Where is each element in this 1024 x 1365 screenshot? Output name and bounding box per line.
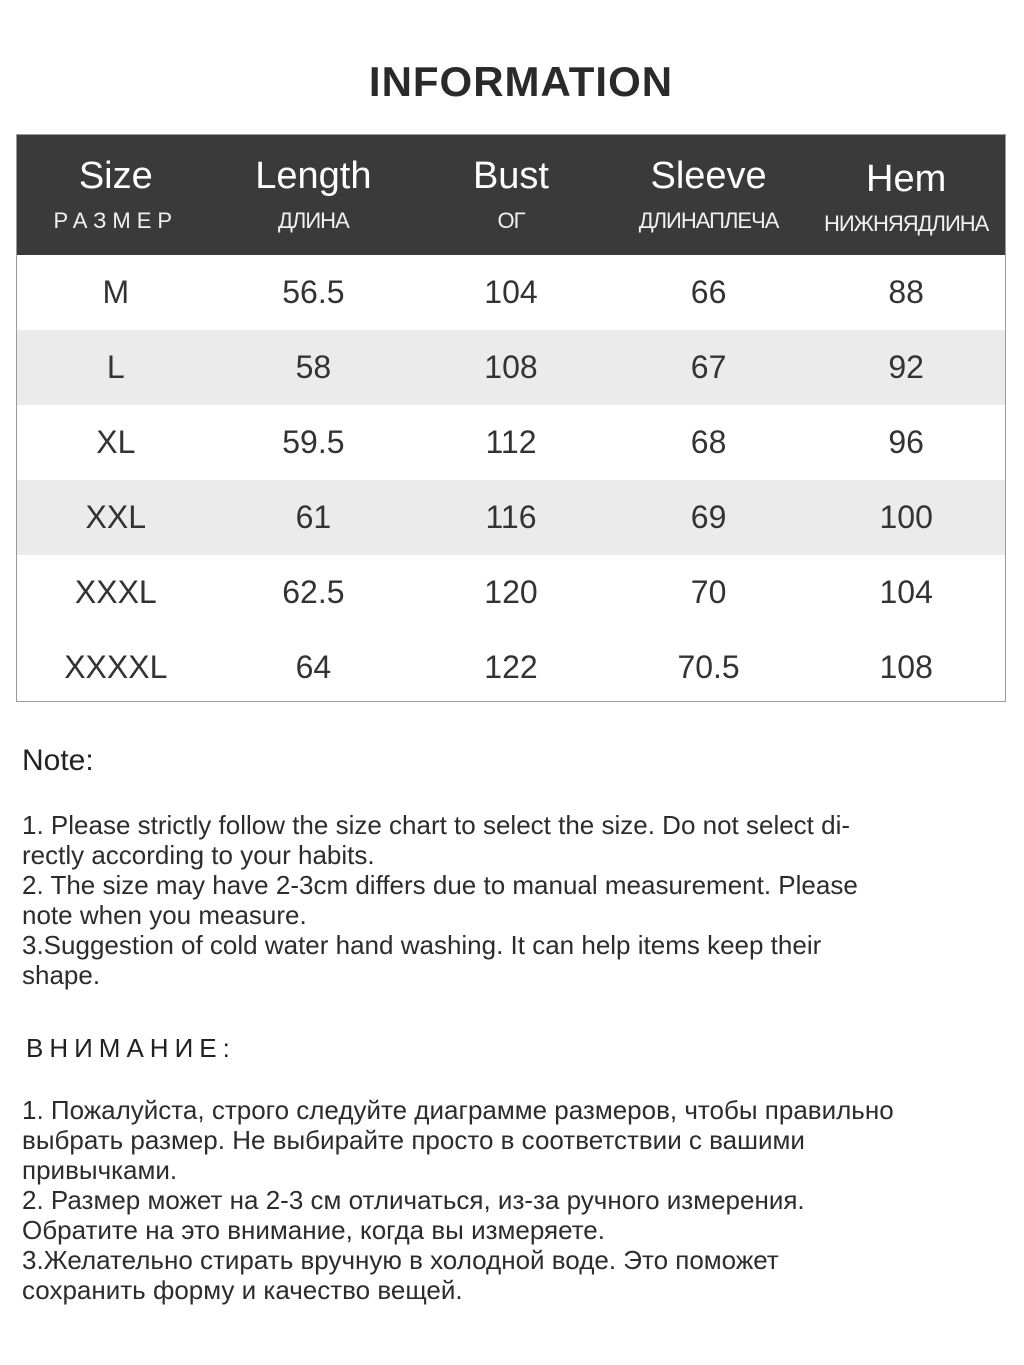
note-ru-text [22,1095,1012,1305]
note-line: shape. [22,960,101,990]
cell-hem: 92 [888,349,924,385]
note-line: rectly according to your habits. [22,840,375,870]
cell-bust: 104 [484,274,538,310]
note-heading: Note: [22,744,94,777]
header-label-en: Bust [472,155,549,197]
header-label-en: Size [78,155,153,197]
cell-sleeve: 66 [690,274,727,310]
cell-sleeve: 70.5 [677,649,740,685]
note-text [22,810,1012,990]
header-length [215,135,413,255]
header-label-ru: ДЛИНАПЛЕЧА [638,208,779,233]
cell-sleeve: 70 [690,574,727,610]
header-sleeve [610,135,808,255]
note-ru-line: привычками. [22,1155,178,1185]
note-ru-line: 1. Пожалуйста, строго следуйте диаграмме размеров, чтобы правильно [22,1095,894,1125]
note-line: note when you measure. [22,900,307,930]
note-ru-line: Обратите на это внимание, когда вы измеряете. [22,1215,605,1245]
cell-length: 61 [295,499,332,535]
cell-size: M [102,274,130,310]
header-label-ru: НИЖНЯЯДЛИНА [823,211,989,236]
cell-size: XXXXL [64,649,168,685]
cell-size: XXXL [74,574,157,610]
header-hem [807,135,1005,255]
cell-hem: 108 [879,649,933,685]
cell-size: XXL [85,499,147,535]
table-row [17,405,1005,480]
note-ru-line: сохранить форму и качество вещей. [22,1275,463,1305]
cell-sleeve: 67 [690,349,727,385]
note-line: 3.Suggestion of cold water hand washing. It can help items keep their [22,930,822,960]
cell-hem: 104 [879,574,933,610]
cell-length: 59.5 [282,424,345,460]
cell-length: 64 [295,649,332,685]
header-label-ru: ДЛИНА [278,208,349,233]
cell-sleeve: 68 [690,424,727,460]
size-table [16,134,1006,702]
header-size [17,135,215,255]
cell-bust: 116 [485,499,537,535]
table-row [17,255,1005,330]
header-label-ru: ОГ [497,208,525,233]
cell-length: 56.5 [282,274,345,310]
table-row [17,330,1005,405]
note-line: 2. The size may have 2-3cm differs due to manual measurement. Please [22,870,858,900]
cell-hem: 96 [888,424,924,460]
header-label-en: Hem [866,158,947,200]
page-title: INFORMATION [368,58,674,105]
note-ru-line: 3.Желательно стирать вручную в холодной воде. Это поможет [22,1245,779,1275]
table-row [17,555,1005,630]
note-line: 1. Please strictly follow the size chart to select the size. Do not select di- [22,810,851,840]
cell-bust: 120 [484,574,538,610]
cell-length: 58 [295,349,332,385]
cell-size: L [106,349,125,385]
cell-hem: 88 [888,274,924,310]
header-label-en: Length [255,155,372,197]
note-ru-heading: ВНИМАНИЕ: [26,1033,236,1063]
header-label-ru: РАЗМЕР [53,208,179,233]
cell-bust: 112 [485,424,537,460]
cell-length: 62.5 [282,574,345,610]
note-ru-line: 2. Размер может на 2-3 см отличаться, из-за ручного измерения. [22,1185,805,1215]
table-row [17,630,1005,702]
cell-bust: 122 [484,649,538,685]
header-label-en: Sleeve [650,155,767,197]
cell-bust: 108 [484,349,538,385]
cell-hem: 100 [879,499,933,535]
table-row [17,480,1005,555]
table-header [17,135,1005,255]
cell-sleeve: 69 [690,499,727,535]
note-ru-line: выбрать размер. Не выбирайте просто в соответствии с вашими [22,1125,805,1155]
header-bust [412,135,610,255]
cell-size: XL [96,424,136,460]
